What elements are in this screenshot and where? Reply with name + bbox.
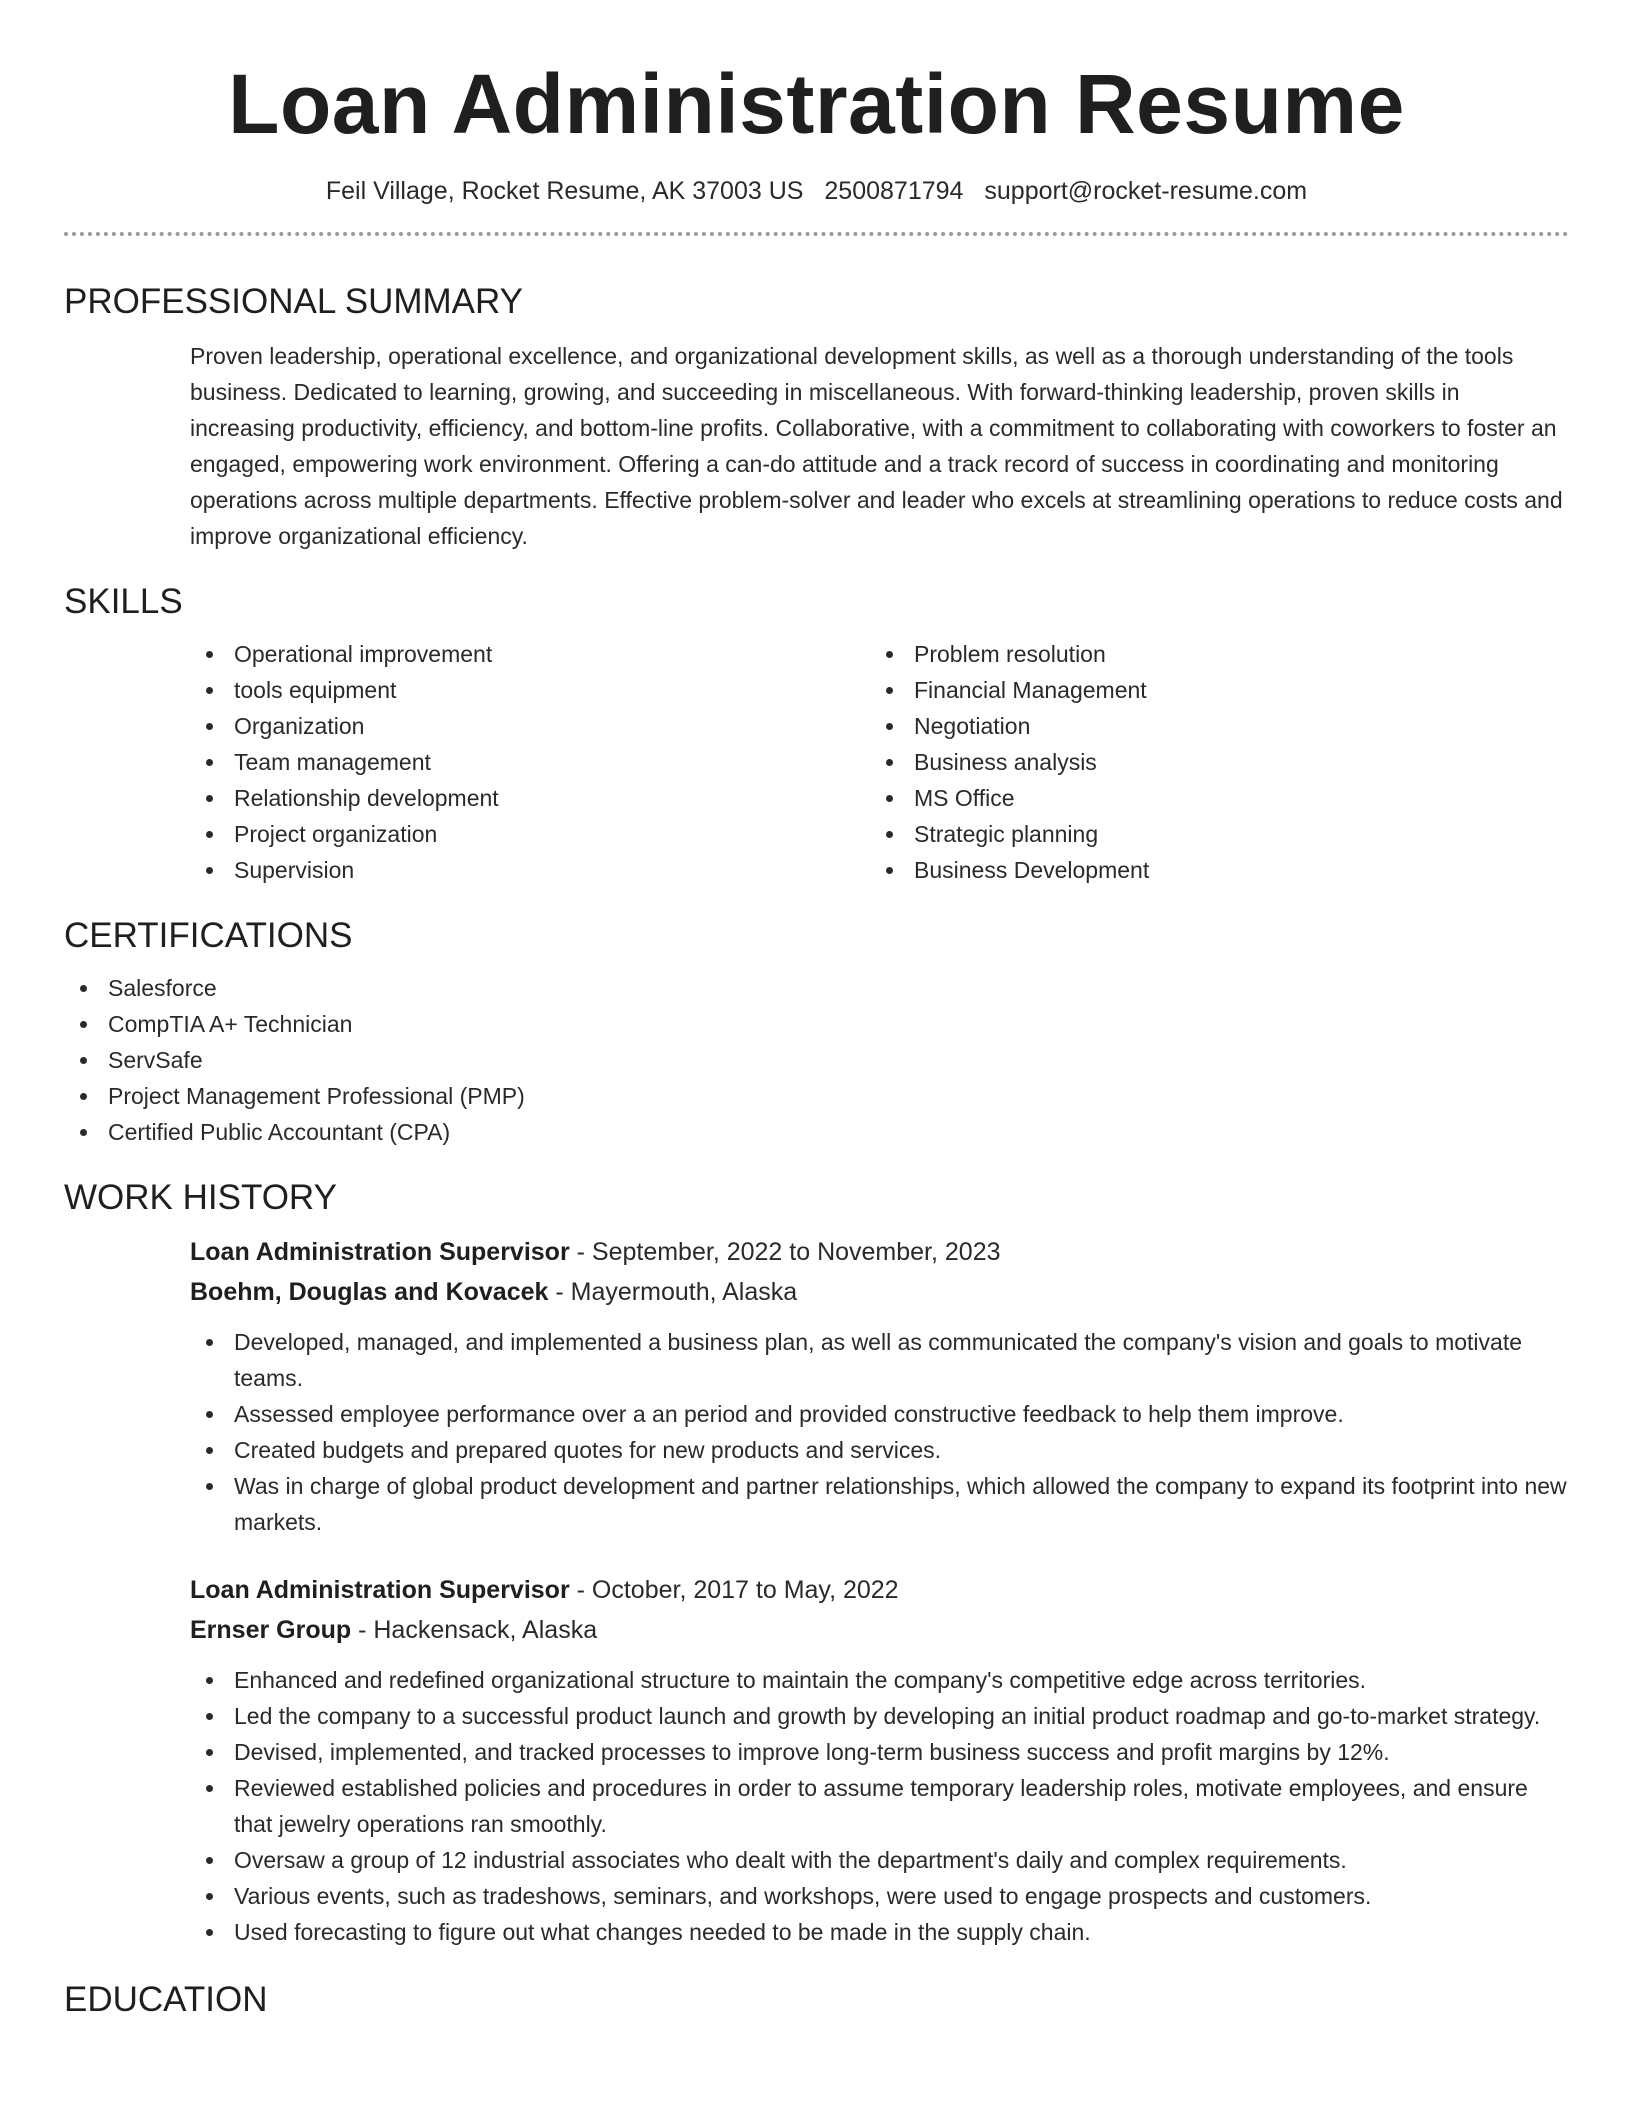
job-title: Loan Administration Supervisor: [190, 1238, 570, 1266]
list-item: Supervision: [190, 852, 870, 888]
list-item: Business Development: [870, 852, 1550, 888]
list-item: Was in charge of global product development and partner relationships, which allowed the company to expand its footprint into new markets.: [190, 1468, 1569, 1540]
job-title-line: [190, 1570, 1569, 1610]
skills-heading: SKILLS: [64, 582, 183, 621]
list-item: Project Management Professional (PMP): [64, 1078, 1569, 1114]
job-duties: [190, 1324, 1569, 1540]
list-item: Assessed employee performance over a an period and provided constructive feedback to help them improve.: [190, 1396, 1569, 1432]
job-company: Ernser Group: [190, 1616, 352, 1644]
list-item: Led the company to a successful product launch and growth by developing an initial product roadmap and go-to-market strategy.: [190, 1698, 1569, 1734]
list-item: CompTIA A+ Technician: [64, 1006, 1569, 1042]
contact-phone: 2500871794: [824, 177, 964, 205]
list-item: Organization: [190, 708, 870, 744]
list-item: Enhanced and redefined organizational structure to maintain the company's competitive edge across territories.: [190, 1662, 1569, 1698]
skills-column-left: [190, 636, 870, 888]
job-company-line: [190, 1610, 1569, 1650]
list-item: tools equipment: [190, 672, 870, 708]
job-dates: - September, 2022 to November, 2023: [569, 1238, 1001, 1266]
list-item: Developed, managed, and implemented a business plan, as well as communicated the company's vision and goals to motivate teams.: [190, 1324, 1569, 1396]
list-item: Business analysis: [870, 744, 1550, 780]
list-item: Problem resolution: [870, 636, 1550, 672]
job-company-line: [190, 1272, 1569, 1312]
list-item: Salesforce: [64, 970, 1569, 1006]
skills-column-right: [870, 636, 1550, 888]
summary-text: Proven leadership, operational excellence, and organizational development skills, as well as a thorough understanding of the tools business. Dedicated to learning, growing, and succeeding in miscellaneous. With forward-thinking leadership, proven skills in increasing productivity, efficiency, and bottom-line profits. Collaborative, with a commitment to collaborating with coworkers to foster an engaged, empowering work environment. Offering a can-do attitude and a track record of success in coordinating and monitoring operations across multiple departments. Effective problem-solver and leader who excels at streamlining operations to reduce costs and improve organizational efficiency.: [190, 343, 1563, 549]
contact-address: Feil Village, Rocket Resume, AK 37003 US: [325, 177, 804, 205]
resume-title: Loan Administration Resume: [228, 57, 1405, 151]
list-item: Relationship development: [190, 780, 870, 816]
list-item: Reviewed established policies and procedures in order to assume temporary leadership roles, motivate employees, and ensure that jewelry operations ran smoothly.: [190, 1770, 1569, 1842]
list-item: Various events, such as tradeshows, seminars, and workshops, were used to engage prospects and customers.: [190, 1878, 1569, 1914]
list-item: Used forecasting to figure out what changes needed to be made in the supply chain.: [190, 1914, 1569, 1950]
list-item: Oversaw a group of 12 industrial associates who dealt with the department's daily and complex requirements.: [190, 1842, 1569, 1878]
list-item: Devised, implemented, and tracked processes to improve long-term business success and profit margins by 12%.: [190, 1734, 1569, 1770]
job-location: - Hackensack, Alaska: [351, 1616, 598, 1644]
job-title-line: [190, 1232, 1569, 1272]
education-heading: EDUCATION: [64, 1980, 268, 2019]
list-item: Financial Management: [870, 672, 1550, 708]
contact-line: [64, 174, 1569, 208]
job-entry: [190, 1232, 1569, 1540]
job-location: - Mayermouth, Alaska: [548, 1278, 798, 1306]
list-item: Certified Public Accountant (CPA): [64, 1114, 1569, 1150]
job-title: Loan Administration Supervisor: [190, 1576, 570, 1604]
list-item: Team management: [190, 744, 870, 780]
list-item: MS Office: [870, 780, 1550, 816]
certifications-heading: CERTIFICATIONS: [64, 916, 353, 955]
list-item: Strategic planning: [870, 816, 1550, 852]
header-divider: [64, 232, 1569, 236]
summary-heading: PROFESSIONAL SUMMARY: [64, 282, 523, 321]
list-item: Operational improvement: [190, 636, 870, 672]
list-item: ServSafe: [64, 1042, 1569, 1078]
work-history-heading: WORK HISTORY: [64, 1178, 337, 1217]
list-item: Project organization: [190, 816, 870, 852]
list-item: Created budgets and prepared quotes for new products and services.: [190, 1432, 1569, 1468]
list-item: Negotiation: [870, 708, 1550, 744]
resume-page: [64, 0, 1569, 2022]
job-duties: [190, 1662, 1569, 1950]
certifications-list: [64, 970, 1569, 1150]
job-company: Boehm, Douglas and Kovacek: [190, 1278, 549, 1306]
skills-list: [190, 636, 1569, 888]
contact-email[interactable]: support@rocket-resume.com: [984, 177, 1308, 205]
job-entry: [190, 1570, 1569, 1950]
job-dates: - October, 2017 to May, 2022: [569, 1576, 899, 1604]
